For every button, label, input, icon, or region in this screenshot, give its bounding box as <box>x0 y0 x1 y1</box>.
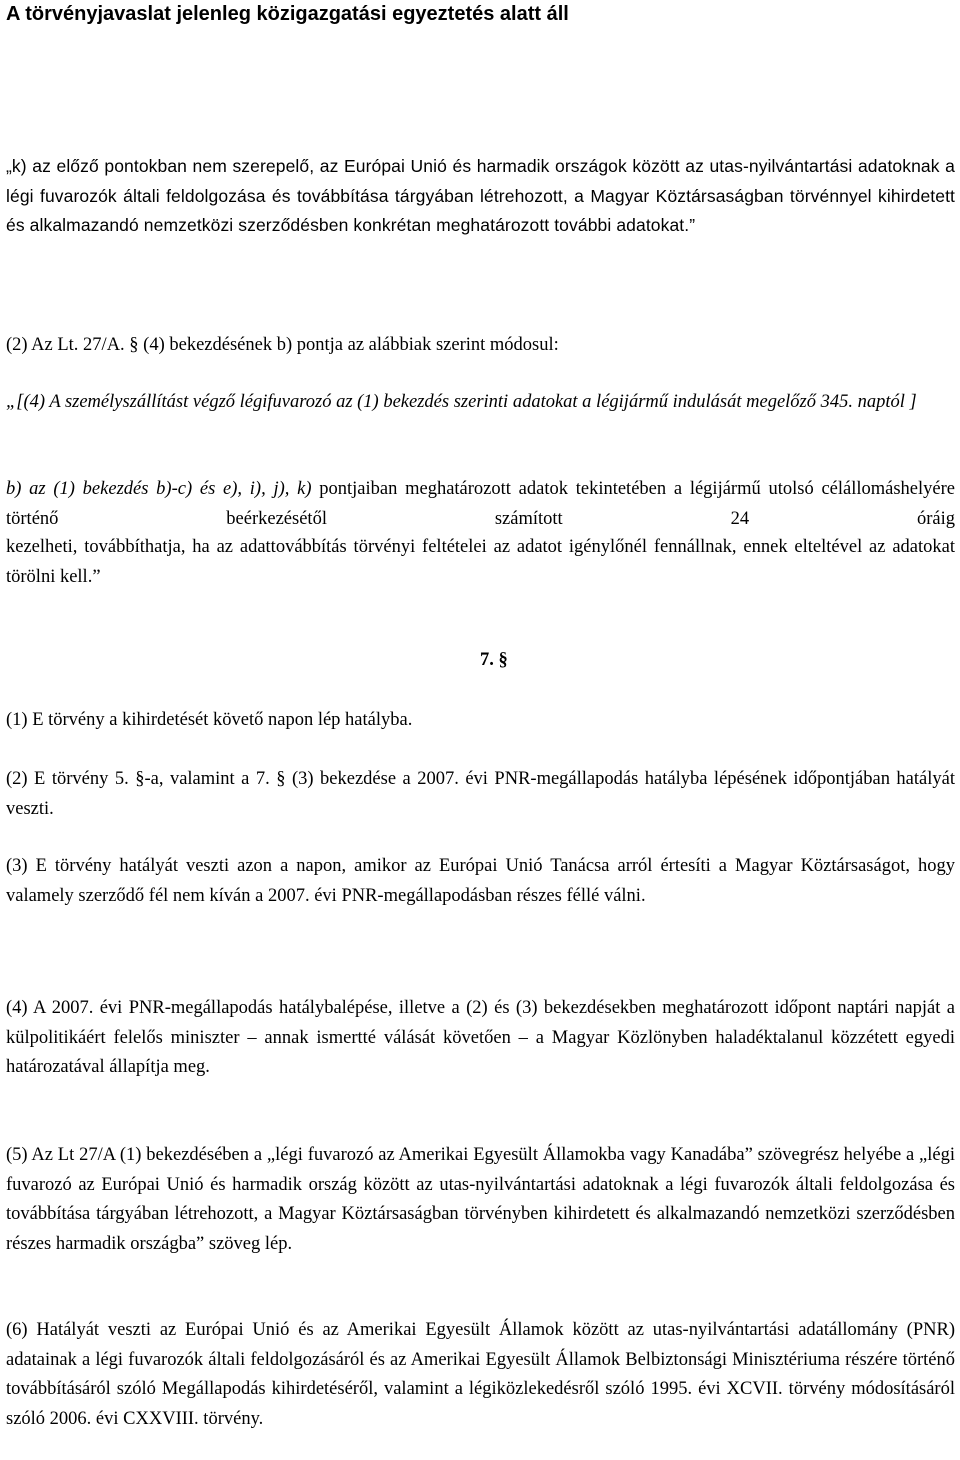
section-paragraph-1: (1) E törvény a kihirdetését követő napon lép hatályba. <box>6 710 413 730</box>
paragraph-2: (2) Az Lt. 27/A. § (4) bekezdésének b) pontja az alábbiak szerint módosul: <box>6 335 559 355</box>
section-number: 7. § <box>480 650 508 670</box>
paragraph-b-continuation: kezelheti, továbbíthatja, ha az adattovábbítás törvényi feltételei az adatot igénylőnél fennállnak, ennek elteltével az adatokat törölni kell.” <box>6 537 955 587</box>
section-paragraph-4: (4) A 2007. évi PNR-megállapodás hatálybalépése, illetve a (2) és (3) bekezdésekben meghatározott időpont naptári napját a külpolitikáért felelős miniszter – annak ismertté válását követően – a Magyar Közlönyben haladéktalanul közzétett egyedi határozatával állapítja meg. <box>6 998 955 1077</box>
page-header: A törvényjavaslat jelenleg közigazgatási egyeztetés alatt áll <box>6 3 569 25</box>
section-paragraph-3: (3) E törvény hatályát veszti azon a napon, amikor az Európai Unió Tanácsa arról értesíti a Magyar Köztársaságot, hogy valamely szerződő fél nem kíván a 2007. évi PNR-megállapodásban részes féllé válni. <box>6 856 955 906</box>
paragraph-b <box>6 475 955 534</box>
paragraph-4-italic: „[(4) A személyszállítást végző légifuvarozó az (1) bekezdés szerinti adatokat a légijármű indulását megelőző 345. naptól ] <box>6 392 917 412</box>
section-paragraph-2: (2) E törvény 5. §-a, valamint a 7. § (3) bekezdése a 2007. évi PNR-megállapodás hatályba lépésének időpontjában hatályát veszti. <box>6 769 955 819</box>
section-paragraph-5: (5) Az Lt 27/A (1) bekezdésében a „légi fuvarozó az Amerikai Egyesült Államokba vagy Kanadába” szövegrész helyébe a „légi fuvarozó az Európai Unió és harmadik ország között az utas-nyilvántartási adatoknak a légi fuvarozók általi feldolgozása és továbbítása tárgyában létrehozott, a Magyar Köztársaságban törvényben kihirdetett és alkalmazandó nemzetközi szerződésben részes harmadik országba” szöveg lép. <box>6 1145 955 1254</box>
paragraph-b-prefix: b) az (1) bekezdés b)-c) és e), i), j), k) <box>6 479 312 499</box>
section-paragraph-6: (6) Hatályát veszti az Európai Unió és az Amerikai Egyesült Államok között az utas-nyilvántartási adatállomány (PNR) adatainak a légi fuvarozók általi feldolgozásáról és az Amerikai Egyesült Államok Belbiztonsági Minisztériuma részére történő továbbításáról szóló Megállapodás kihirdetéséről, valamint a légiközlekedésről szóló 1995. évi XCVII. törvény módosításáról szóló 2006. évi CXXVIII. törvény. <box>6 1320 955 1429</box>
paragraph-k: „k) az előző pontokban nem szerepelő, az Európai Unió és harmadik országok között az utas-nyilvántartási adatoknak a légi fuvarozók általi feldolgozása és továbbítása tárgyában létrehozott, a Magyar Köztársaságban törvénnyel kihirdetett és alkalmazandó nemzetközi szerződésben konkrétan meghatározott további adatokat.” <box>6 156 955 235</box>
paragraph-b-rest: pontjaiban meghatározott adatok tekintetében a légijármű utolsó célállomáshelyére történő beérkezésétől számított 24 óráig <box>6 479 955 529</box>
